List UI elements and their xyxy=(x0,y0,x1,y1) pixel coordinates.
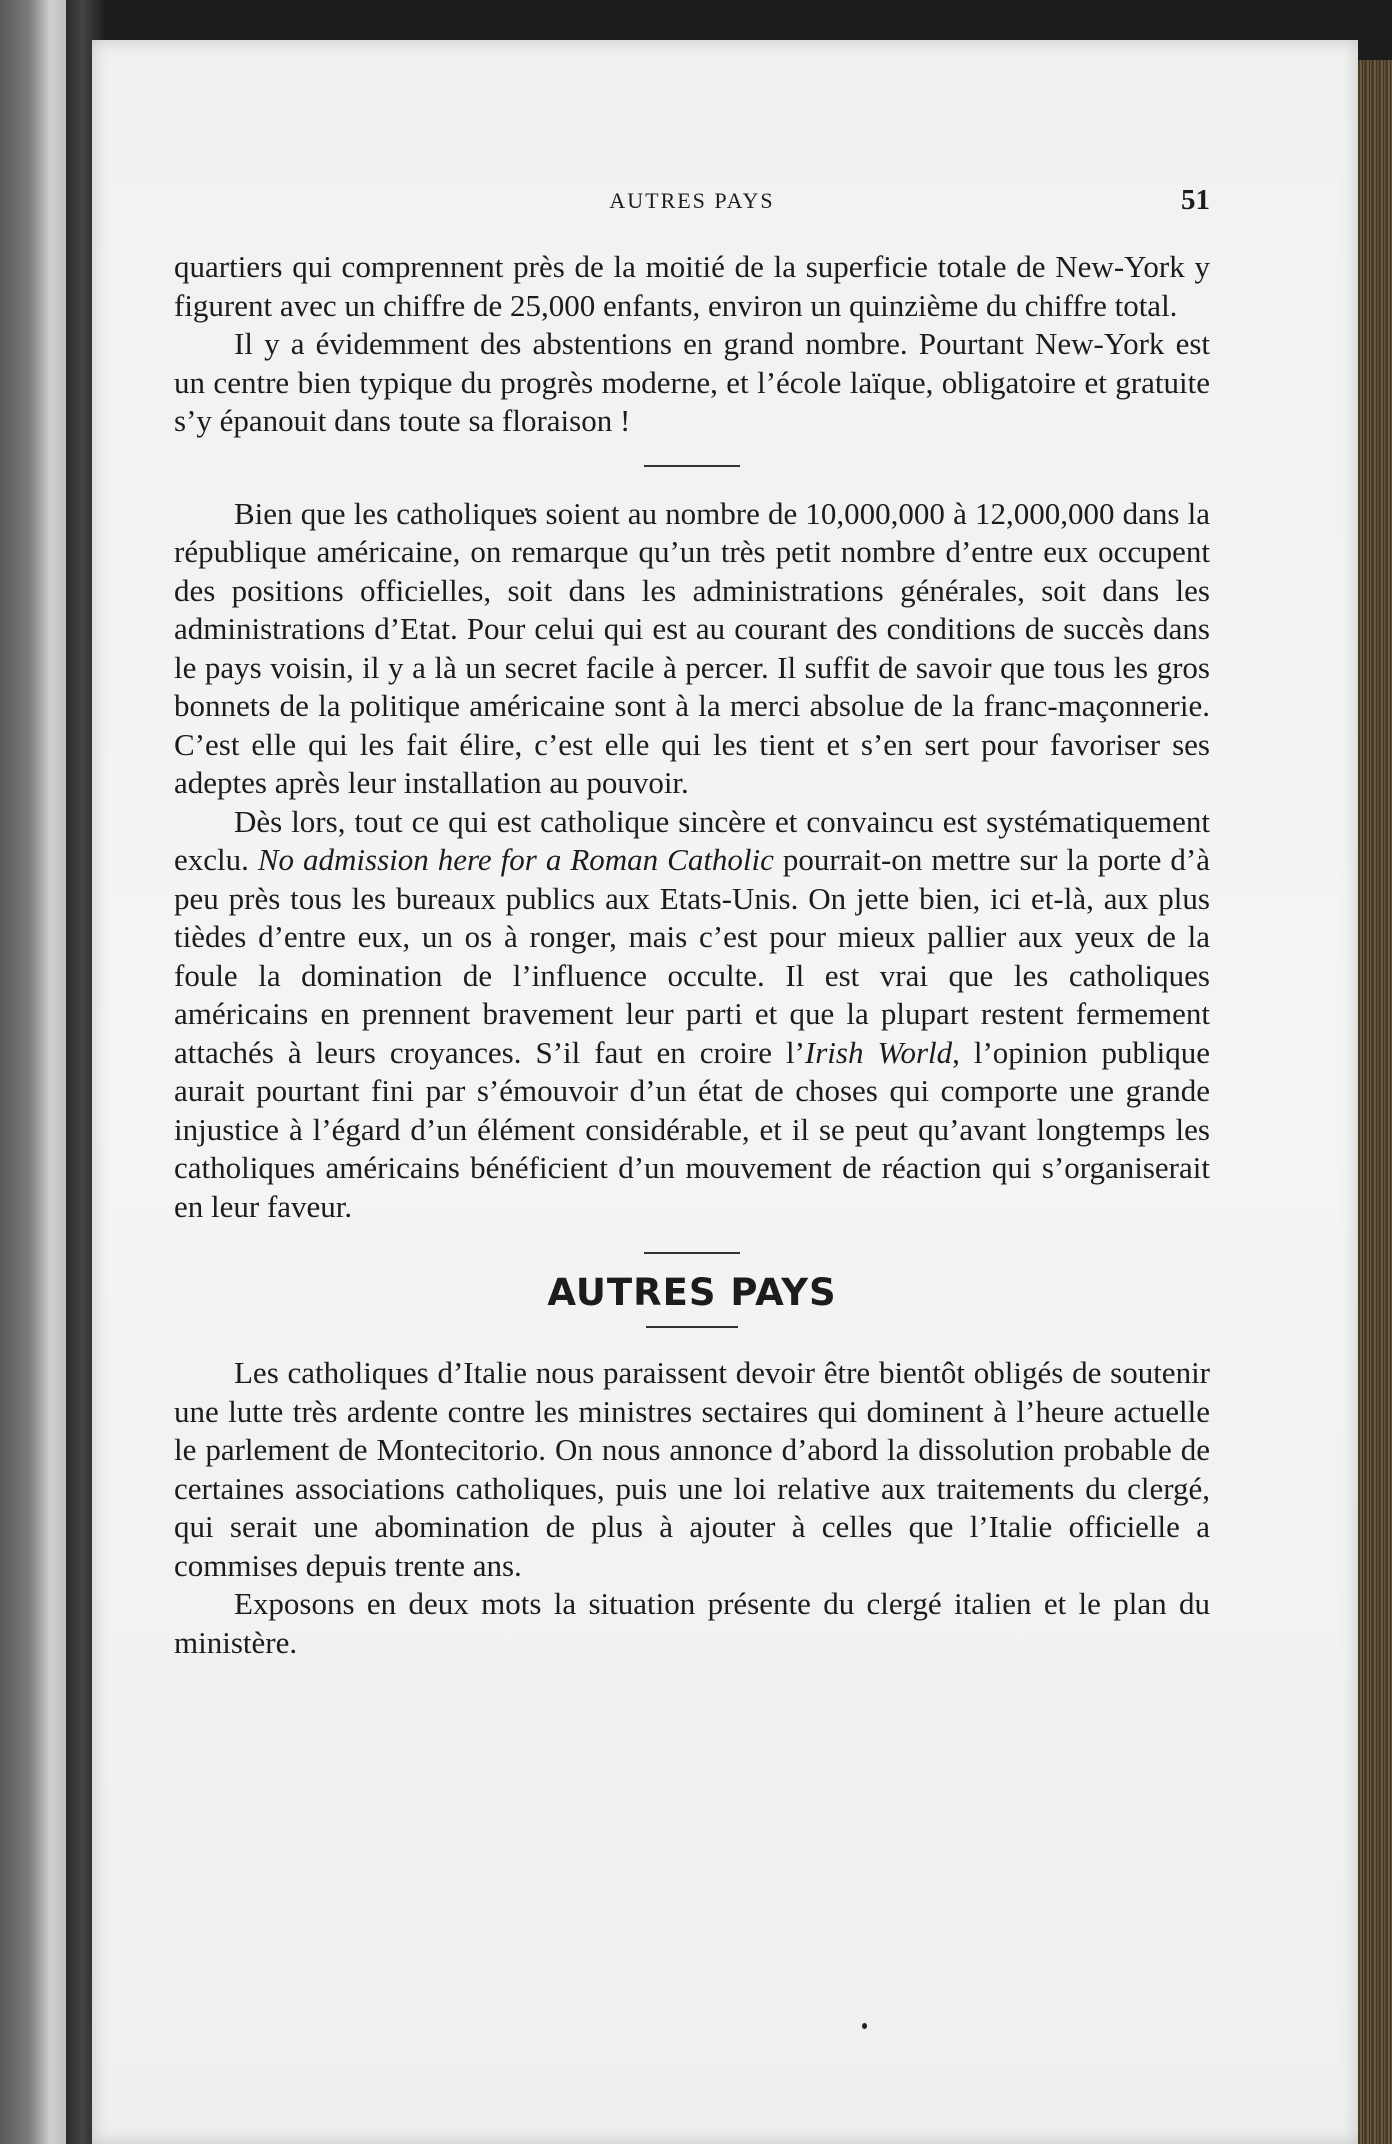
paragraph: Bien que les catholiques soient au nombre de 10,000,000 à 12,000,000 dans la république américaine, on remarque qu’un très petit nombre d’entre eux occupent des positions officielles, soit dans les administrations générales, soit dans les administrations d’Etat. Pour celui qui est au courant des conditions de succès dans le pays voisin, il y a là un secret facile à percer. Il suffit de savoir que tous les gros bonnets de la politique américaine sont à la merci absolue de la franc-maçonnerie. C’est elle qui les fait élire, c’est elle qui les tient et s’en sert pour favoriser ses adeptes après leur installation au pouvoir. xyxy=(174,495,1210,800)
section-heading: AUTRES PAYS xyxy=(547,1271,837,1314)
page-number: 51 xyxy=(1181,184,1210,216)
heading-underline xyxy=(646,1326,738,1328)
paragraph: Les catholiques d’Italie nous paraissent devoir être bientôt obligés de soutenir une lutte très ardente contre les ministres sectaires qui dominent à l’heure actuelle le parlement de Montecitorio. On nous annonce d’abord la dissolution probable de certaines associations catholiques, puis une loi relative aux traitements du clergé, qui serait une abomination de plus à ajouter à celles que l’Italie officielle a commises depuis trente ans. xyxy=(174,1355,1210,1583)
paragraph xyxy=(174,803,1210,1227)
running-title: AUTRES PAYS xyxy=(609,188,775,213)
italic-title: Irish World xyxy=(804,1034,953,1070)
paragraph: Exposons en deux mots la situation présente du clergé italien et le plan du ministère. xyxy=(174,1586,1210,1660)
section-divider xyxy=(644,1252,740,1254)
italic-quote: No admission here for a Roman Catholic xyxy=(257,842,774,877)
page-content xyxy=(174,184,1211,1662)
speck xyxy=(862,2023,867,2029)
paragraph: quartiers qui comprennent près de la moitié de la superficie totale de New-York y figurent avec un chiffre de 25,000 enfants, environ un quinzième du chiffre total. xyxy=(174,249,1210,323)
left-page-edge xyxy=(0,0,72,2144)
text-run: , l’opinion publique aurait pourtant fini par s’émouvoir d’un état de choses qui comporte une grande injustice à l’égard d’un élément considérable, et il se peut qu’avant longtemps les catholiques américains bénéficient d’un mouvement de réaction qui s’organiserait en leur faveur. xyxy=(174,1034,1211,1224)
running-head xyxy=(174,184,1210,248)
paragraph: Il y a évidemment des abstentions en grand nombre. Pourtant New-York est un centre bien typique du progrès moderne, et l’école laïque, obligatoire et gratuite s’y épanouit dans toute sa floraison ! xyxy=(174,326,1210,438)
section-divider xyxy=(644,465,740,467)
text-run: Dès lors, tout ce qui est catholique sincère et convaincu est systématiquement exclu. xyxy=(174,803,1210,877)
page-stack-edge xyxy=(1356,60,1392,2144)
book-page xyxy=(92,40,1358,2144)
text-run: pourrait-on mettre sur la porte d’à peu près tous les bureaux publics aux Etats-Unis. On jette bien, ici et-là, aux plus tièdes d’entre eux, un os à ronger, mais c’est pour mieux pallier aux yeux de la foule la domination de l’influence occulte. Il est vrai que les catholiques américains en prennent bravement leur parti et que la plupart restent fermement attachés à leurs croyances. S’il faut en croire l’ xyxy=(174,842,1211,1070)
